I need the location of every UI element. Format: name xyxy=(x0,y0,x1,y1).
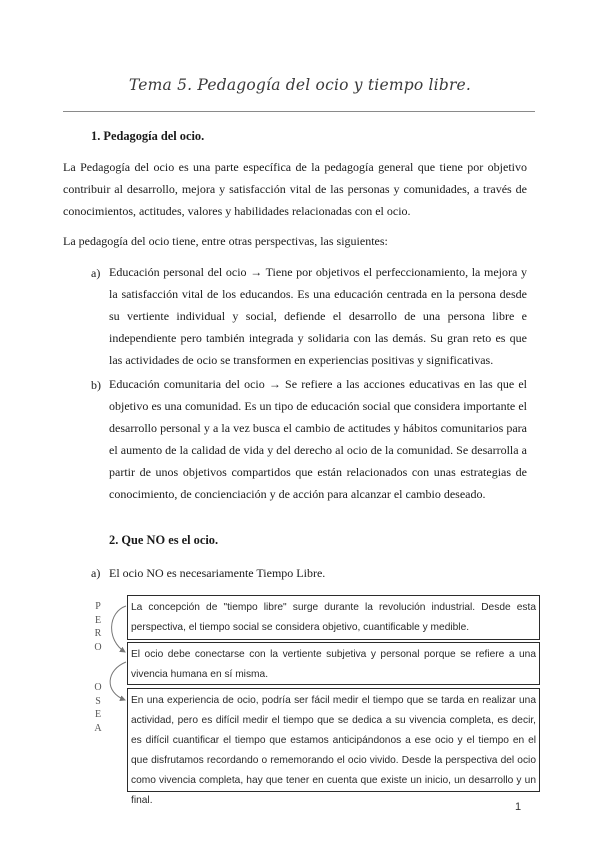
perspectives-lead: La pedagogía del ocio tiene, entre otras perspectivas, las siguientes: xyxy=(63,234,388,248)
section-2-item-a-marker: a) xyxy=(91,566,101,580)
section-1-intro: La Pedagogía del ocio es una parte específica de la pedagogía general que tiene por objetivo contribuir al desarrollo, mejora y satisfacción vital de las personas y comunidades, a través de conocimientos, actitudes, valores y habilidades relacionadas con el ocio. xyxy=(63,160,527,218)
document-title: Tema 5. Pedagogía del ocio y tiempo libre. xyxy=(128,76,472,94)
section-1-heading: 1. Pedagogía del ocio. xyxy=(91,129,205,143)
diagram-box-2: El ocio debe conectarse con la vertiente subjetiva y personal porque se refiere a una vivencia humana en sí misma. xyxy=(127,642,540,685)
item-a-text: Educación personal del ocio → Tiene por objetivos el perfeccionamiento, la mejora y la satisfacción vital de los educandos. Es una educación centrada en la persona desde su vertiente individual y social, defiende el desarrollo de una persona libre e independiente pero también integrada y solidaria con las demás. Su gran reto es que las actividades de ocio se transformen en experiencias positivas y significativas. xyxy=(109,265,527,367)
side-letter: O xyxy=(94,641,102,653)
side-letter: E xyxy=(94,709,102,721)
side-letter: O xyxy=(94,682,102,693)
diagram-box-1: La concepción de "tiempo libre" surge durante la revolución industrial. Desde esta perspectiva, el tiempo social se considera objetivo, cuantificable y medible. xyxy=(127,595,540,640)
diagram-box-3: En una experiencia de ocio, podría ser fácil medir el tiempo que se tarda en realizar una actividad, pero es difícil medir el tiempo que se dedica a su vivencia completa, es decir, es difícil cuantificar el tiempo que estamos anticipándonos a ese ocio y el tiempo en el que disfrutamos recordando o rememorando el ocio vivido. Desde la perspectiva del ocio como vivencia completa, hay que tener en cuenta que existe un inicio, un desarrollo y un final. xyxy=(127,688,540,792)
item-a-marker: a) xyxy=(91,266,101,280)
side-letter: S xyxy=(95,695,101,707)
arrow-osea xyxy=(110,662,126,700)
section-2-heading: 2. Que NO es el ocio. xyxy=(109,533,219,547)
page-number: 1 xyxy=(515,801,522,813)
arrow-pero xyxy=(112,606,126,652)
side-letter: A xyxy=(94,722,102,734)
side-letter: R xyxy=(94,628,102,640)
section-2-item-a-text: El ocio NO es necesariamente Tiempo Libre. xyxy=(109,566,326,580)
side-letter: E xyxy=(94,614,102,626)
side-letter: P xyxy=(95,601,101,612)
item-b-marker: b) xyxy=(91,378,101,392)
item-b-text: Educación comunitaria del ocio → Se refiere a las acciones educativas en las que el objetivo es una comunidad. Es un tipo de educación social que considera importante el desarrollo personal y a la vez busca el cambio de actitudes y hábitos comunitarios para el aumento de la calidad de vida y del derecho al ocio de la comunidad. Se desarrolla a partir de unos objetivos compartidos que están relacionados con unas estrategias de conocimiento, de concienciación y de acción para alcanzar el cambio deseado. xyxy=(109,377,527,501)
